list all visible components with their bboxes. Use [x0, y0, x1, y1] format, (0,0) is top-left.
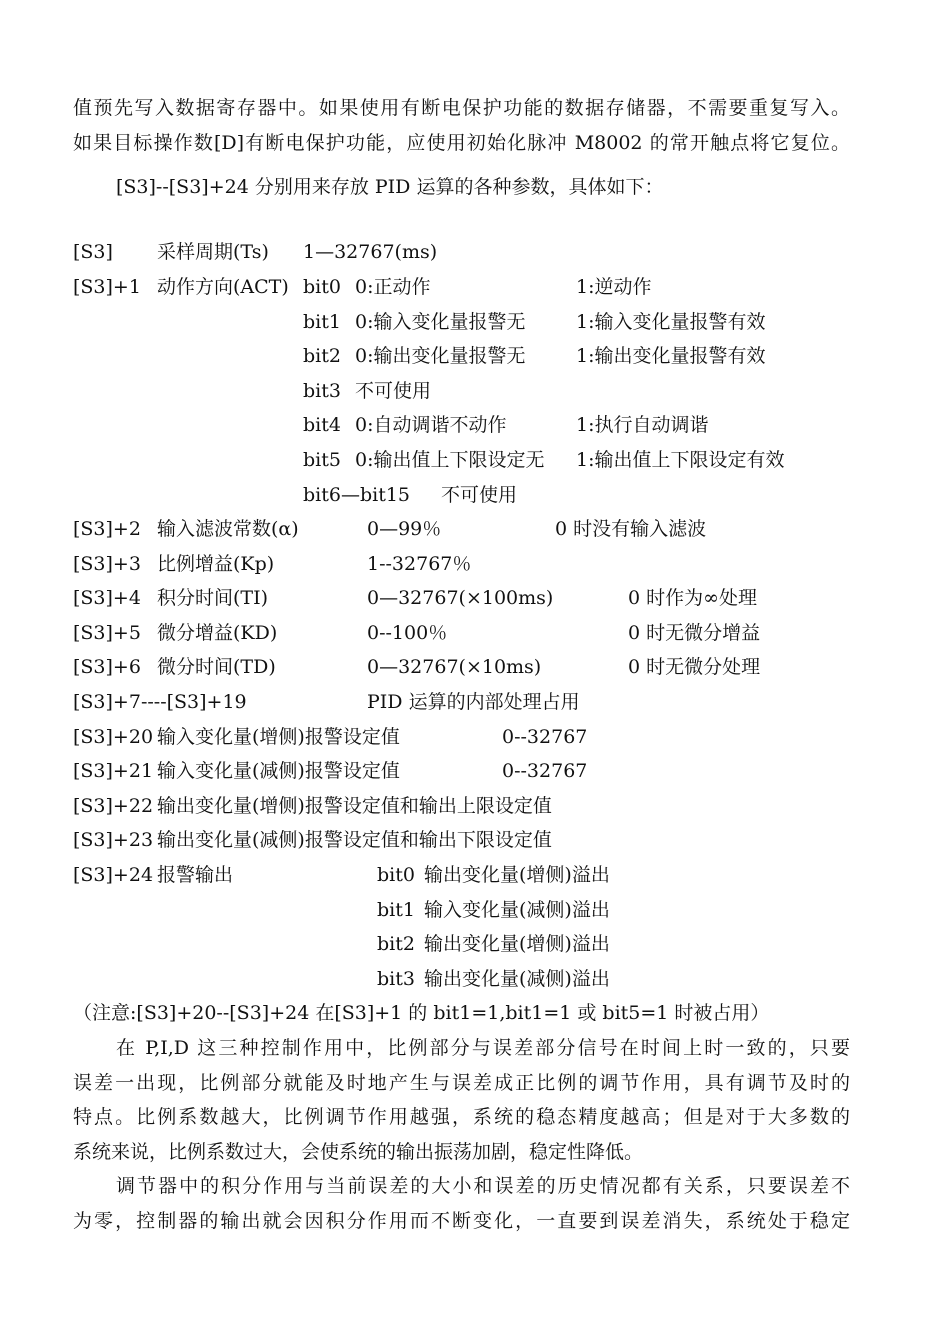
intro-line-3: [S3]--[S3]+24 分别用来存放 PID 运算的各种参数，具体如下： — [116, 176, 664, 198]
param-value: 0--32767 — [502, 726, 588, 748]
param-addr: [S3]+1 — [73, 276, 141, 298]
para1-line-2: 误差一出现，比例部分就能及时地产生与误差成正比例的调节作用，具有调节及时的 — [73, 1072, 850, 1094]
param-addr: [S3]+5 — [73, 622, 141, 644]
bit-label: bit0 — [303, 276, 341, 298]
param-name: 输入滤波常数(α) — [157, 518, 299, 540]
param-value: 1—32767(ms) — [303, 241, 438, 263]
usage-note: （注意:[S3]+20--[S3]+24 在[S3]+1 的 bit1=1,bit1=1 或 bit5=1 时被占用） — [73, 1002, 770, 1024]
param-note: 0 时无微分处理 — [628, 656, 761, 678]
param-name: 积分时间(TI) — [157, 587, 269, 609]
bit-zero-desc: 0:正动作 — [355, 276, 431, 298]
para1-line-4: 系统来说，比例系数过大，会使系统的输出振荡加剧，稳定性降低。 — [73, 1141, 644, 1163]
bit-label: bit6—bit15 — [303, 484, 411, 506]
param-value: 0—99％ — [367, 518, 442, 540]
param-addr: [S3]+6 — [73, 656, 141, 678]
param-name: 比例增益(Kp) — [157, 553, 275, 575]
intro-line-2: 如果目标操作数[D]有断电保护功能，应使用初始化脉冲 M8002 的常开触点将它复位。 — [73, 132, 850, 154]
param-name: 输入变化量(减侧)报警设定值 — [157, 760, 400, 782]
bit-zero-desc: 0:输出值上下限设定无 — [355, 449, 545, 471]
param-name: 微分时间(TD) — [157, 656, 276, 678]
param-addr: [S3]+4 — [73, 587, 141, 609]
bit-label: bit3 — [303, 380, 341, 402]
bit-zero-desc: 不可使用 — [441, 484, 518, 506]
bit-label: bit2 — [377, 933, 415, 955]
param-note: 0 时没有输入滤波 — [555, 518, 707, 540]
para2-line-2: 为零，控制器的输出就会因积分作用而不断变化，一直要到误差消失，系统处于稳定 — [73, 1210, 850, 1232]
param-value: 0--100％ — [367, 622, 448, 644]
para1-line-3: 特点。比例系数越大，比例调节作用越强，系统的稳态精度越高；但是对于大多数的 — [73, 1106, 850, 1128]
bit-desc: 输出变化量(减侧)溢出 — [424, 968, 610, 990]
param-value: 0—32767(×10ms) — [367, 656, 542, 678]
bit-one-desc: 1:执行自动调谐 — [576, 414, 709, 436]
bit-zero-desc: 0:自动调谐不动作 — [355, 414, 507, 436]
bit-desc: 输出变化量(增侧)溢出 — [424, 933, 610, 955]
intro-line-1: 值预先写入数据寄存器中。如果使用有断电保护功能的数据存储器，不需要重复写入。 — [73, 97, 850, 119]
param-addr: [S3]+24 — [73, 864, 154, 886]
bit-one-desc: 1:逆动作 — [576, 276, 652, 298]
param-addr: [S3]+7----[S3]+19 — [73, 691, 247, 713]
bit-label: bit5 — [303, 449, 341, 471]
param-name: 动作方向(ACT) — [157, 276, 289, 298]
param-name: 输出变化量(减侧)报警设定值和输出下限设定值 — [157, 829, 552, 851]
bit-zero-desc: 不可使用 — [355, 380, 432, 402]
bit-desc: 输出变化量(增侧)溢出 — [424, 864, 610, 886]
bit-zero-desc: 0:输出变化量报警无 — [355, 345, 526, 367]
bit-zero-desc: 0:输入变化量报警无 — [355, 311, 526, 333]
param-addr: [S3]+20 — [73, 726, 154, 748]
para2-line-1: 调节器中的积分作用与当前误差的大小和误差的历史情况都有关系，只要误差不 — [116, 1175, 850, 1197]
para1-line-1: 在 P,I,D 这三种控制作用中，比例部分与误差部分信号在时间上时一致的，只要 — [116, 1037, 850, 1059]
param-value: PID 运算的内部处理占用 — [367, 691, 580, 713]
param-value: 0—32767(×100ms) — [367, 587, 554, 609]
bit-one-desc: 1:输入变化量报警有效 — [576, 311, 766, 333]
param-addr: [S3]+23 — [73, 829, 154, 851]
bit-label: bit4 — [303, 414, 341, 436]
bit-label: bit3 — [377, 968, 415, 990]
param-name: 输出变化量(增侧)报警设定值和输出上限设定值 — [157, 795, 552, 817]
param-name: 采样周期(Ts) — [157, 241, 269, 263]
bit-one-desc: 1:输出值上下限设定有效 — [576, 449, 785, 471]
param-addr: [S3]+22 — [73, 795, 154, 817]
bit-label: bit1 — [377, 899, 415, 921]
param-name: 输入变化量(增侧)报警设定值 — [157, 726, 400, 748]
param-name: 微分增益(KD) — [157, 622, 278, 644]
bit-label: bit1 — [303, 311, 341, 333]
bit-one-desc: 1:输出变化量报警有效 — [576, 345, 766, 367]
bit-label: bit0 — [377, 864, 415, 886]
param-note: 0 时作为∞处理 — [628, 587, 757, 609]
param-name: 报警输出 — [157, 864, 234, 886]
param-addr: [S3]+21 — [73, 760, 154, 782]
param-value: 1--32767％ — [367, 553, 472, 575]
bit-label: bit2 — [303, 345, 341, 367]
bit-desc: 输入变化量(减侧)溢出 — [424, 899, 610, 921]
param-value: 0--32767 — [502, 760, 588, 782]
param-note: 0 时无微分增益 — [628, 622, 761, 644]
param-addr: [S3]+3 — [73, 553, 141, 575]
param-addr: [S3] — [73, 241, 113, 263]
param-addr: [S3]+2 — [73, 518, 141, 540]
